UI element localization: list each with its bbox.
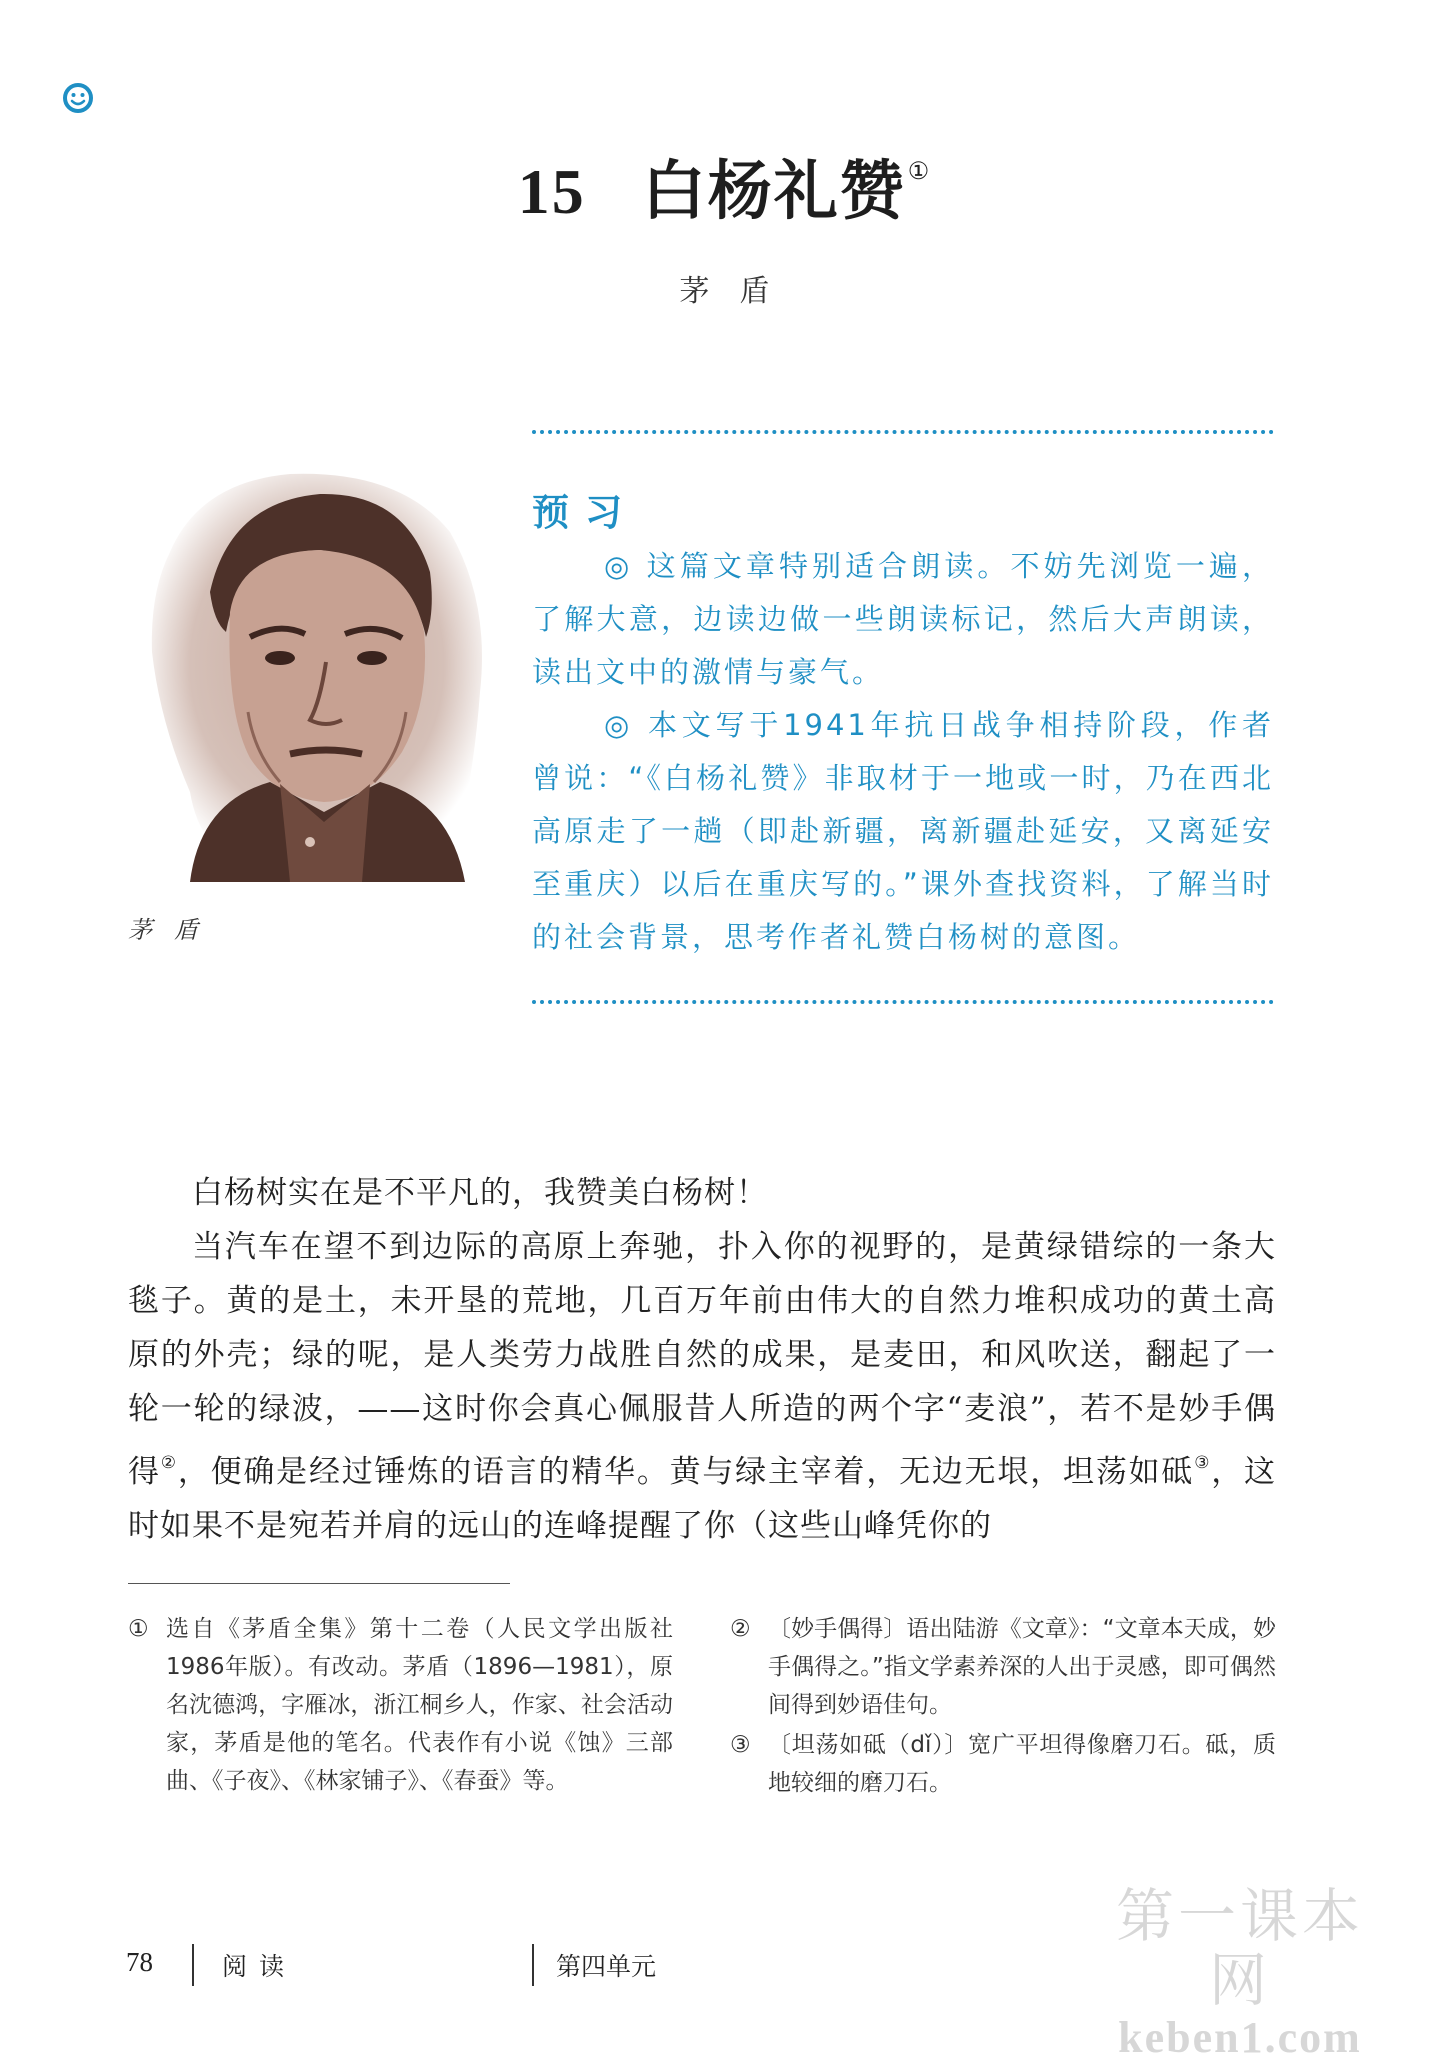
lesson-title (0, 140, 1449, 232)
preview-bottom-divider (532, 1000, 1274, 1004)
title-footnote-mark[interactable]: ① (907, 157, 932, 185)
watermark-line-1: 第一课本网 (1115, 1884, 1364, 2013)
body-paragraph (128, 1220, 1276, 1553)
portrait-caption: 茅盾 (128, 916, 220, 944)
author-portrait-icon (130, 462, 500, 882)
smiley-face-icon (62, 82, 94, 114)
body-text (128, 1166, 1276, 1553)
footnote-item (730, 1610, 1276, 1724)
footer-separator (192, 1944, 194, 1986)
body-text-span: ，这时如果不是宛若并肩的远山的连峰提醒了你（这些山峰凭你的 (128, 1454, 1277, 1544)
footnote-mark: ① (128, 1616, 149, 1642)
footnote-mark: ③ (730, 1732, 751, 1758)
author-name: 茅盾 (679, 274, 800, 309)
body-paragraph: 白杨树实在是不平凡的，我赞美白杨树！ (192, 1175, 768, 1211)
body-text-span: ，便确是经过锤炼的语言的精华。黄与绿主宰着，无边无垠，坦荡如砥 (177, 1454, 1195, 1490)
footnote-divider (128, 1583, 510, 1584)
footnote-text: 〔妙手偶得〕语出陆游《文章》：“文章本天成，妙手偶得之。”指文学素养深的人出于灵感，即可偶然间得到妙语佳句。 (768, 1616, 1276, 1718)
footnotes-right (730, 1610, 1276, 1804)
preview-box (532, 430, 1274, 1004)
preview-paragraph: ◎ 这篇文章特别适合朗读。不妨先浏览一遍，了解大意，边读边做一些朗读标记，然后大声朗读，读出文中的激情与豪气。 (532, 549, 1274, 689)
footnotes-left (128, 1610, 673, 1802)
footer-section: 阅读 (222, 1952, 297, 1981)
footnote-ref-2[interactable]: ② (160, 1453, 178, 1473)
footnote-text: 〔坦荡如砥（dǐ）〕宽广平坦得像磨刀石。砥，质地较细的磨刀石。 (768, 1732, 1276, 1796)
preview-text (532, 540, 1274, 964)
watermark-line-2: keben1.com (1118, 2013, 1362, 2062)
footnote-item (128, 1610, 673, 1800)
footer-separator (532, 1944, 534, 1986)
lesson-title-text: 白杨礼赞 (641, 154, 906, 229)
preview-top-divider (532, 430, 1274, 434)
footnote-item (730, 1726, 1276, 1802)
footnote-text: 选自《茅盾全集》第十二卷（人民文学出版社1986年版）。有改动。茅盾（1896—1981），原名沈德鸿，字雁冰，浙江桐乡人，作家、社会活动家，茅盾是他的笔名。代表作有小说《蚀》三部曲、《子夜》、《林家铺子》、《春蚕》等。 (166, 1616, 673, 1794)
preview-heading: 预习 (532, 490, 638, 534)
body-text-span: 当汽车在望不到边际的高原上奔驰，扑入你的视野的，是黄绿错综的一条大毯子。黄的是土，未开垦的荒地，几百万年前由伟大的自然力堆积成功的黄土高原的外壳；绿的呢，是人类劳力战胜自然的成果，是麦田，和风吹送，翻起了一轮一轮的绿波，——这时你会真心佩服昔人所造的两个字“麦浪”，若不是妙手偶得 (128, 1229, 1276, 1490)
footnote-mark: ② (730, 1616, 751, 1642)
lesson-number: 15 (517, 156, 586, 227)
footer-unit: 第四单元 (556, 1952, 657, 1981)
footnote-ref-3[interactable]: ③ (1194, 1453, 1212, 1473)
preview-paragraph: ◎ 本文写于1941年抗日战争相持阶段，作者曾说：“《白杨礼赞》非取材于一地或一时，乃在西北高原走了一趟（即赴新疆，离新疆赴延安，又离延安至重庆）以后在重庆写的。”课外查找资料，了解当时的社会背景，思考作者礼赞白杨树的意图。 (532, 708, 1274, 954)
watermark (1090, 1885, 1390, 2063)
page-number: 78 (126, 1947, 153, 1977)
